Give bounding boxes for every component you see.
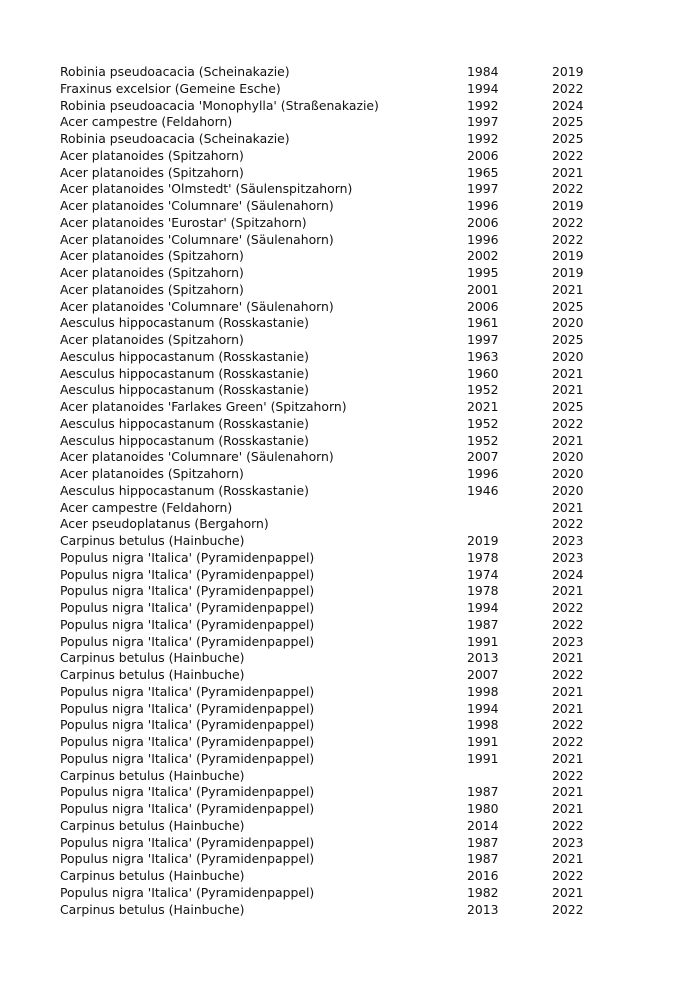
planting-year-cell: 2006 [467,298,499,314]
planting-year-cell: 1987 [467,834,499,850]
planting-year-cell: 1994 [467,700,499,716]
table-row [60,801,620,818]
inspection-year-cell: 2020 [552,449,584,465]
planting-year-cell: 1995 [467,265,499,280]
table-row [60,734,620,751]
inspection-year-cell: 2022 [552,767,584,783]
inspection-year-cell: 2022 [552,516,584,532]
inspection-year-cell: 2022 [552,717,584,733]
planting-year-cell: 1982 [467,884,499,900]
planting-year-cell: 2007 [467,667,499,682]
tree-species-cell: Aesculus hippocastanum (Rosskastanie) [60,482,309,498]
planting-year-cell: 1987 [467,851,499,867]
inspection-year-cell: 2023 [552,633,584,649]
inspection-year-cell: 2022 [552,667,584,682]
planting-year-cell: 1997 [467,332,499,347]
tree-species-cell: Aesculus hippocastanum (Rosskastanie) [60,315,309,331]
tree-species-cell: Aesculus hippocastanum (Rosskastanie) [60,348,309,364]
tree-species-cell: Populus nigra 'Italica' (Pyramidenpappel) [60,750,315,766]
table-row [60,550,620,567]
table-row [60,114,620,131]
tree-species-cell: Robinia pseudoacacia 'Monophylla' (Straßenakazie) [60,97,379,113]
planting-year-cell: 1991 [467,633,499,649]
tree-species-cell: Aesculus hippocastanum (Rosskastanie) [60,432,309,448]
inspection-year-cell: 2021 [552,750,584,766]
planting-year-cell: 1952 [467,382,499,398]
table-row [60,416,620,433]
planting-year-cell: 1960 [467,365,499,381]
planting-year-cell: 1974 [467,566,499,582]
inspection-year-cell: 2021 [552,650,584,666]
tree-species-cell: Populus nigra 'Italica' (Pyramidenpappel) [60,566,315,582]
inspection-year-cell: 2023 [552,549,584,565]
planting-year-cell: 2013 [467,901,499,917]
table-row [60,181,620,198]
inspection-year-cell: 2024 [552,97,584,113]
planting-year-cell: 1992 [467,97,499,113]
table-row [60,717,620,734]
inspection-year-cell: 2019 [552,248,584,264]
table-row [60,81,620,98]
planting-year-cell: 2019 [467,533,499,548]
inspection-year-cell: 2025 [552,131,584,146]
inspection-year-cell: 2020 [552,482,584,498]
planting-year-cell: 1998 [467,717,499,733]
inspection-year-cell: 2022 [552,147,584,163]
tree-species-cell: Acer platanoides (Spitzahorn) [60,265,244,280]
tree-species-cell: Aesculus hippocastanum (Rosskastanie) [60,382,309,398]
table-row [60,751,620,768]
table-row [60,851,620,868]
table-row [60,835,620,852]
tree-species-cell: Carpinus betulus (Hainbuche) [60,868,245,883]
table-row [60,667,620,684]
tree-species-cell: Carpinus betulus (Hainbuche) [60,650,245,666]
tree-species-cell: Populus nigra 'Italica' (Pyramidenpappel) [60,583,315,599]
table-row [60,165,620,182]
planting-year-cell: 1996 [467,231,499,247]
inspection-year-cell: 2022 [552,181,584,197]
planting-year-cell: 1961 [467,315,499,331]
tree-species-cell: Acer platanoides (Spitzahorn) [60,466,244,481]
inspection-year-cell: 2021 [552,499,584,515]
inspection-year-cell: 2019 [552,64,584,79]
tree-species-cell: Robinia pseudoacacia (Scheinakazie) [60,64,290,79]
tree-species-cell: Acer platanoides (Spitzahorn) [60,164,244,180]
inspection-year-cell: 2020 [552,315,584,331]
inspection-year-cell: 2021 [552,432,584,448]
tree-species-cell: Acer platanoides (Spitzahorn) [60,332,244,347]
planting-year-cell: 1952 [467,432,499,448]
tree-species-cell: Populus nigra 'Italica' (Pyramidenpappel) [60,549,315,565]
tree-species-cell: Acer platanoides (Spitzahorn) [60,281,244,297]
tree-species-cell: Populus nigra 'Italica' (Pyramidenpappel) [60,834,315,850]
tree-species-cell: Acer platanoides 'Farlakes Green' (Spitzahorn) [60,399,347,414]
tree-species-cell: Acer pseudoplatanus (Bergahorn) [60,516,269,532]
planting-year-cell: 1987 [467,784,499,800]
inspection-year-cell: 2021 [552,851,584,867]
table-row [60,315,620,332]
table-row [60,500,620,517]
table-row [60,600,620,617]
planting-year-cell: 2006 [467,214,499,230]
inspection-year-cell: 2021 [552,583,584,599]
inspection-year-cell: 2021 [552,683,584,699]
inspection-year-cell: 2025 [552,332,584,347]
tree-species-cell: Populus nigra 'Italica' (Pyramidenpappel) [60,633,315,649]
inspection-year-cell: 2022 [552,734,584,749]
inspection-year-cell: 2022 [552,415,584,431]
planting-year-cell: 2021 [467,399,499,414]
inspection-year-cell: 2023 [552,533,584,548]
table-row [60,583,620,600]
table-row [60,768,620,785]
table-row [60,282,620,299]
tree-species-cell: Populus nigra 'Italica' (Pyramidenpappel) [60,784,315,800]
inspection-year-cell: 2022 [552,231,584,247]
planting-year-cell: 2007 [467,449,499,465]
planting-year-cell: 2013 [467,650,499,666]
table-row [60,617,620,634]
tree-species-cell: Populus nigra 'Italica' (Pyramidenpappel) [60,600,315,615]
tree-species-cell: Populus nigra 'Italica' (Pyramidenpappel) [60,801,315,816]
inspection-year-cell: 2021 [552,382,584,398]
tree-species-cell: Populus nigra 'Italica' (Pyramidenpappel) [60,683,315,699]
planting-year-cell: 1987 [467,616,499,632]
planting-year-cell: 2002 [467,248,499,264]
planting-year-cell: 1998 [467,683,499,699]
inspection-year-cell: 2021 [552,884,584,900]
table-row [60,131,620,148]
tree-species-cell: Acer campestre (Feldahorn) [60,114,233,130]
inspection-year-cell: 2025 [552,399,584,414]
inspection-year-cell: 2022 [552,901,584,917]
table-row [60,64,620,81]
planting-year-cell: 1978 [467,583,499,599]
planting-year-cell: 2001 [467,281,499,297]
tree-species-cell: Acer platanoides 'Columnare' (Säulenahorn) [60,298,334,314]
planting-year-cell [467,516,527,533]
table-row [60,232,620,249]
table-row [60,701,620,718]
planting-year-cell [467,500,527,517]
tree-species-cell: Fraxinus excelsior (Gemeine Esche) [60,80,281,96]
planting-year-cell: 1980 [467,801,499,816]
table-row [60,684,620,701]
table-row [60,567,620,584]
tree-species-cell: Populus nigra 'Italica' (Pyramidenpappel) [60,734,315,749]
inspection-year-cell: 2022 [552,80,584,96]
tree-species-cell: Carpinus betulus (Hainbuche) [60,817,245,833]
inspection-year-cell: 2019 [552,198,584,213]
tree-species-cell: Populus nigra 'Italica' (Pyramidenpappel) [60,851,315,867]
planting-year-cell [467,768,527,785]
planting-year-cell: 1991 [467,750,499,766]
tree-species-cell: Aesculus hippocastanum (Rosskastanie) [60,365,309,381]
tree-species-cell: Acer platanoides 'Columnare' (Säulenahorn) [60,231,334,247]
table-row [60,885,620,902]
inspection-year-cell: 2025 [552,114,584,130]
planting-year-cell: 1978 [467,549,499,565]
tree-species-cell: Carpinus betulus (Hainbuche) [60,767,245,783]
table-row [60,533,620,550]
table-row [60,818,620,835]
inspection-year-cell: 2021 [552,700,584,716]
inspection-year-cell: 2021 [552,365,584,381]
inspection-year-cell: 2022 [552,616,584,632]
tree-species-cell: Populus nigra 'Italica' (Pyramidenpappel) [60,717,315,733]
planting-year-cell: 1996 [467,466,499,481]
inspection-year-cell: 2023 [552,834,584,850]
planting-year-cell: 1997 [467,181,499,197]
table-row [60,650,620,667]
planting-year-cell: 1946 [467,482,499,498]
table-row [60,784,620,801]
tree-table [60,64,620,918]
inspection-year-cell: 2021 [552,281,584,297]
table-row [60,265,620,282]
tree-species-cell: Acer campestre (Feldahorn) [60,499,233,515]
table-row [60,366,620,383]
planting-year-cell: 2014 [467,817,499,833]
tree-species-cell: Carpinus betulus (Hainbuche) [60,901,245,917]
inspection-year-cell: 2025 [552,298,584,314]
planting-year-cell: 1992 [467,131,499,146]
tree-species-cell: Aesculus hippocastanum (Rosskastanie) [60,415,309,431]
inspection-year-cell: 2019 [552,265,584,280]
table-row [60,349,620,366]
planting-year-cell: 1996 [467,198,499,213]
inspection-year-cell: 2022 [552,214,584,230]
inspection-year-cell: 2020 [552,466,584,481]
planting-year-cell: 1965 [467,164,499,180]
tree-species-cell: Acer platanoides (Spitzahorn) [60,248,244,264]
table-row [60,248,620,265]
tree-species-cell: Robinia pseudoacacia (Scheinakazie) [60,131,290,146]
tree-species-cell: Populus nigra 'Italica' (Pyramidenpappel) [60,884,315,900]
table-row [60,198,620,215]
inspection-year-cell: 2022 [552,817,584,833]
planting-year-cell: 1963 [467,348,499,364]
tree-species-cell: Acer platanoides 'Columnare' (Säulenahorn) [60,449,334,465]
table-row [60,449,620,466]
tree-species-cell: Acer platanoides 'Columnare' (Säulenahorn) [60,198,334,213]
inspection-year-cell: 2020 [552,348,584,364]
planting-year-cell: 2006 [467,147,499,163]
table-row [60,215,620,232]
planting-year-cell: 1994 [467,80,499,96]
table-row [60,868,620,885]
inspection-year-cell: 2024 [552,566,584,582]
table-row [60,483,620,500]
tree-species-cell: Carpinus betulus (Hainbuche) [60,667,245,682]
table-row [60,332,620,349]
planting-year-cell: 1952 [467,415,499,431]
tree-species-cell: Populus nigra 'Italica' (Pyramidenpappel) [60,700,315,716]
inspection-year-cell: 2021 [552,801,584,816]
table-row [60,466,620,483]
inspection-year-cell: 2021 [552,164,584,180]
planting-year-cell: 1994 [467,600,499,615]
planting-year-cell: 2016 [467,868,499,883]
inspection-year-cell: 2022 [552,600,584,615]
tree-species-cell: Populus nigra 'Italica' (Pyramidenpappel) [60,616,315,632]
tree-species-cell: Acer platanoides 'Olmstedt' (Säulenspitzahorn) [60,181,353,197]
table-row [60,399,620,416]
table-row [60,382,620,399]
table-row [60,634,620,651]
planting-year-cell: 1997 [467,114,499,130]
table-row [60,433,620,450]
inspection-year-cell: 2021 [552,784,584,800]
tree-species-cell: Carpinus betulus (Hainbuche) [60,533,245,548]
planting-year-cell: 1991 [467,734,499,749]
table-row [60,148,620,165]
table-row [60,98,620,115]
table-row [60,299,620,316]
inspection-year-cell: 2022 [552,868,584,883]
table-row [60,516,620,533]
planting-year-cell: 1984 [467,64,499,79]
tree-species-cell: Acer platanoides (Spitzahorn) [60,147,244,163]
tree-species-cell: Acer platanoides 'Eurostar' (Spitzahorn) [60,214,307,230]
table-row [60,902,620,919]
